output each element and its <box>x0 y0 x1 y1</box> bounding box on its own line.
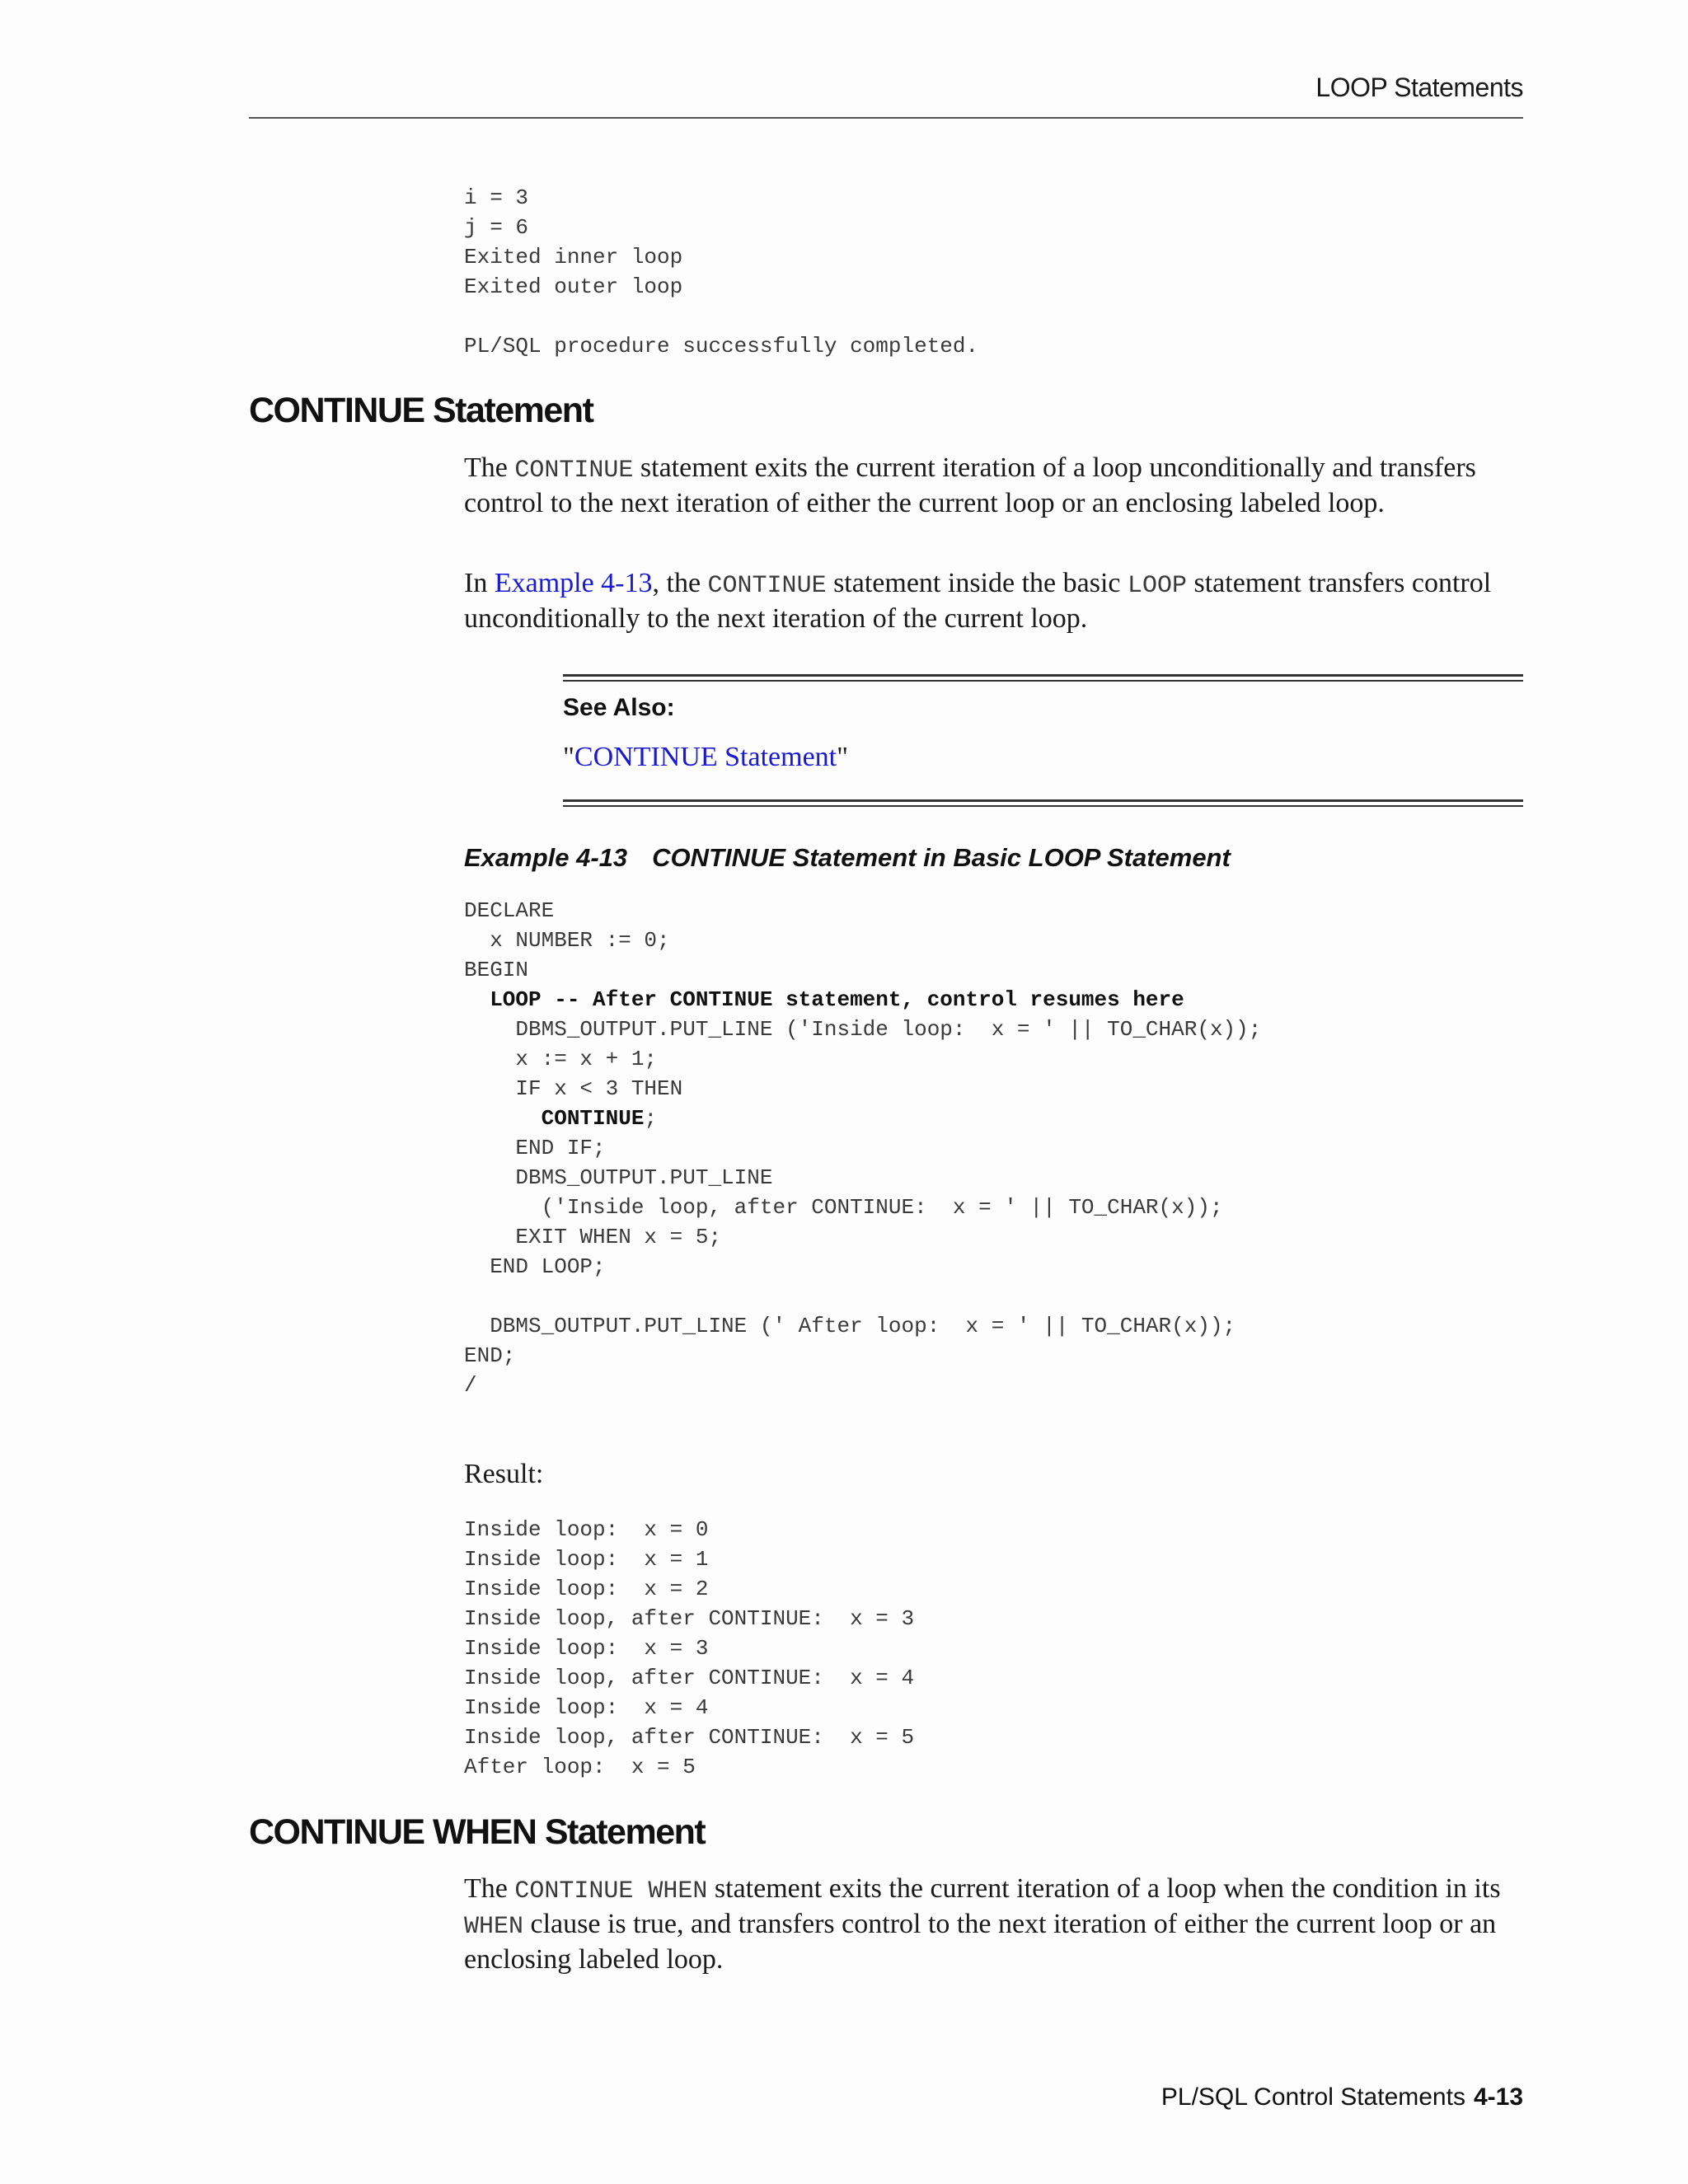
running-header: LOOP Statements <box>1315 73 1523 102</box>
result-output-block: Inside loop: x = 0 Inside loop: x = 1 Inside loop: x = 2 Inside loop, after CONTINUE: x = 3 Inside loop: x = 3 Inside loop, after CONTINUE: x = 4 Inside loop: x = 4 Inside loop, after CONTINUE: x = 5 After loop: x = 5 <box>464 1517 915 1779</box>
continue-intro-paragraph <box>464 452 1527 520</box>
text: , the <box>652 568 708 598</box>
quote: " <box>837 742 848 772</box>
code-segment: DBMS_OUTPUT.PUT_LINE ('Inside loop: x = ' || TO_CHAR(x)); x := x + 1; IF x < 3 THEN <box>515 1017 1262 1101</box>
continue-when-intro-paragraph <box>464 1872 1527 1976</box>
top-output-block: i = 3 j = 6 Exited inner loop Exited outer loop PL/SQL procedure successfully completed. <box>464 185 979 359</box>
text: The <box>464 452 515 483</box>
header-rule <box>249 117 1523 119</box>
page-footer <box>1161 2083 1523 2111</box>
page-number: 4-13 <box>1473 2083 1523 2111</box>
code-segment: DECLARE x NUMBER := 0; BEGIN <box>464 898 670 982</box>
text: statement inside the basic <box>826 568 1128 598</box>
code-segment: ; END IF; DBMS_OUTPUT.PUT_LINE ('Inside loop, after CONTINUE: x = ' || TO_CHAR(x)); EXIT WHEN x = 5; END LOOP; DBMS_OUTPUT.PUT_LINE (' After loop: x = ' || TO_CHAR(x)); END; / <box>464 1106 1236 1398</box>
code-continue-bold: CONTINUE <box>541 1106 645 1131</box>
text: statement exits the current iteration of a loop unconditionally and transfers control to the next iteration of either the current loop or an enclosing labeled loop. <box>464 452 1476 518</box>
text: statement transfers control unconditionally to the next iteration of the current loop. <box>464 568 1492 634</box>
inline-code: LOOP <box>1127 572 1187 600</box>
text: statement exits the current iteration of a loop when the condition in its <box>707 1873 1501 1904</box>
quote: " <box>563 742 574 772</box>
text: In <box>464 568 495 598</box>
result-label: Result: <box>464 1459 544 1489</box>
example-4-13-link[interactable]: Example 4-13 <box>494 568 653 598</box>
code-loop-comment-bold: LOOP -- After CONTINUE statement, control resumes here <box>464 987 1184 1012</box>
continue-statement-link[interactable]: CONTINUE Statement <box>574 742 837 772</box>
example-label: Example 4-13 <box>464 843 628 872</box>
example-title <box>464 843 1231 873</box>
section-heading-continue-when: CONTINUE WHEN Statement <box>249 1812 706 1852</box>
inline-code: CONTINUE WHEN <box>514 1877 708 1905</box>
footer-chapter: PL/SQL Control Statements <box>1160 2083 1465 2111</box>
inline-code: CONTINUE <box>514 457 634 485</box>
text: clause is true, and transfers control to the next iteration of either the current loop or an enclosing labeled loop. <box>464 1909 1497 1975</box>
see-also-bottom-rule <box>563 799 1523 807</box>
inline-code: CONTINUE <box>707 572 827 600</box>
example-code-block <box>464 896 1261 1400</box>
inline-code: WHEN <box>464 1913 524 1941</box>
section-heading-continue: CONTINUE Statement <box>249 391 593 430</box>
example-caption: CONTINUE Statement in Basic LOOP Statement <box>652 843 1231 872</box>
see-also-title: See Also: <box>563 694 675 721</box>
see-also-body <box>563 742 848 773</box>
continue-example-paragraph <box>464 567 1527 635</box>
see-also-top-rule <box>563 674 1523 682</box>
text: The <box>464 1873 515 1904</box>
